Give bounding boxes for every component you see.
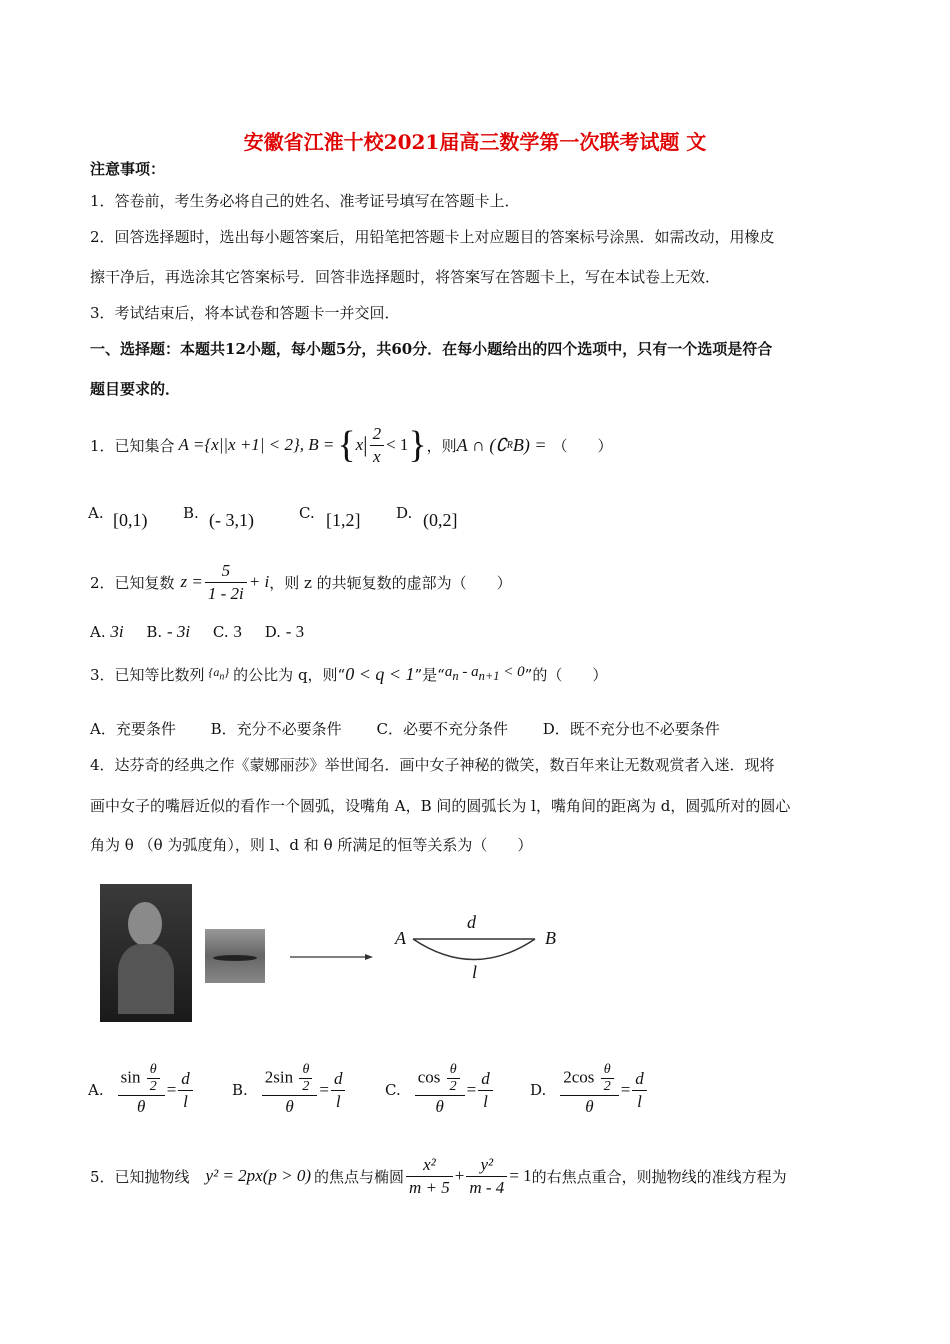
section-heading-cont: 题目要求的．: [90, 380, 181, 398]
question-1: 1．已知集合 A ={x||x +1| < 2}, B = { x | $\frac{2}{x}$ < 1 } ，则 A ∩ (∁ R B) = （ ）: [90, 423, 613, 466]
q1-prefix: 1．已知集合: [90, 436, 175, 455]
label-b: B: [545, 928, 556, 948]
label-l: l: [472, 962, 478, 982]
q4-line-3: 角为 θ （θ 为弧度角），则 l、d 和 θ 所满足的恒等关系为（ ）: [90, 836, 533, 854]
q4-option-c: C. cos $\frac{\theta}{2}$ θ = $\frac{d}{l}$: [385, 1058, 495, 1122]
notice-item-2: 2．回答选择题时，选出每小题答案后，用铅笔把答题卡上对应题目的答案标号涂黑．如需改动，用橡皮: [90, 228, 775, 246]
q1-option-d: (0,2]: [423, 510, 458, 530]
arc-diagram: [285, 920, 585, 1000]
question-3: 3．已知等比数列 $\{a_n\}$ 的公比为 q，则“ 0 < q < 1 ”是“ $a_n - a_{n+1} < 0$ ”的（ ）: [90, 663, 608, 684]
q4-line-2: 画中女子的嘴唇近似的看作一个圆弧，设嘴角 A，B 间的圆弧长为 l，嘴角间的距离为 d，圆弧所对的圆心: [90, 797, 791, 815]
q4-option-b: B. 2sin $\frac{\theta}{2}$ θ = $\frac{d}{l}$: [232, 1058, 347, 1122]
question-2: 2．已知复数 z = $\frac{5}{1 - 2i}$ + i ，则 z 的共轭复数的虚部为（ ）: [90, 560, 512, 603]
label-d: d: [467, 912, 476, 932]
question-5: 5．已知抛物线 y² = 2px(p > 0) 的焦点与椭圆 $\frac{\text{x²}}{m + 5}$ + $\frac{\text{y²}}{m - 4}$ = 1 的右焦点重合，则抛物线的准线方程为: [90, 1154, 787, 1197]
q1-set-a: A ={x||x +1| < 2}, B =: [178, 435, 335, 454]
arrow-icon: [365, 954, 373, 960]
q1-option-b: (- 3,1): [209, 510, 254, 530]
q3-options: A．充要条件 B．充分不必要条件 C．必要不充分条件 D．既不充分也不必要条件: [90, 720, 720, 738]
q1-then: ，则: [426, 436, 457, 455]
q1-expr: A ∩ (∁: [456, 434, 507, 455]
mona-lisa-image: [100, 884, 192, 1022]
label-a: A: [395, 928, 406, 948]
q4-option-a: A. sin $\frac{\theta}{2}$ θ = $\frac{d}{l}$: [88, 1058, 195, 1122]
notice-item-3: 3．考试结束后，将本试卷和答题卡一并交回．: [90, 304, 400, 322]
q4-line-1: 4．达芬奇的经典之作《蒙娜丽莎》举世闻名．画中女子神秘的微笑，数百年来让无数观赏者入迷．现将: [90, 756, 775, 774]
q1-option-a-label: A.: [88, 504, 104, 522]
section-heading: 一、选择题：本题共12小题，每小题5分，共60分．在每小题给出的四个选项中，只有一个选项是符合: [90, 340, 773, 358]
q1-option-b-label: B.: [183, 504, 199, 522]
q4-option-d: D. 2cos $\frac{\theta}{2}$ θ = $\frac{d}{l}$: [530, 1058, 649, 1122]
notice-heading: 注意事项：: [90, 160, 166, 178]
q1-option-c-label: C.: [299, 504, 315, 522]
q1-option-a: [0,1): [113, 510, 148, 530]
q1-set-b-fraction: $\frac{2}{x}$: [370, 423, 385, 468]
document-title: 安徽省江淮十校2021届高三数学第一次联考试题 文: [243, 130, 707, 154]
notice-item-2-cont: 擦干净后，再选涂其它答案标号．回答非选择题时，将答案写在答题卡上，写在本试卷上无效．: [90, 268, 721, 286]
notice-item-1: 1．答卷前，考生务必将自己的姓名、准考证号填写在答题卡上．: [90, 192, 520, 210]
q1-option-d-label: D.: [396, 504, 413, 522]
lips-image: [205, 929, 265, 983]
q1-option-c: [1,2]: [326, 510, 361, 530]
q2-options: A. 3i B. - 3i C. 3 D. - 3: [90, 622, 305, 641]
